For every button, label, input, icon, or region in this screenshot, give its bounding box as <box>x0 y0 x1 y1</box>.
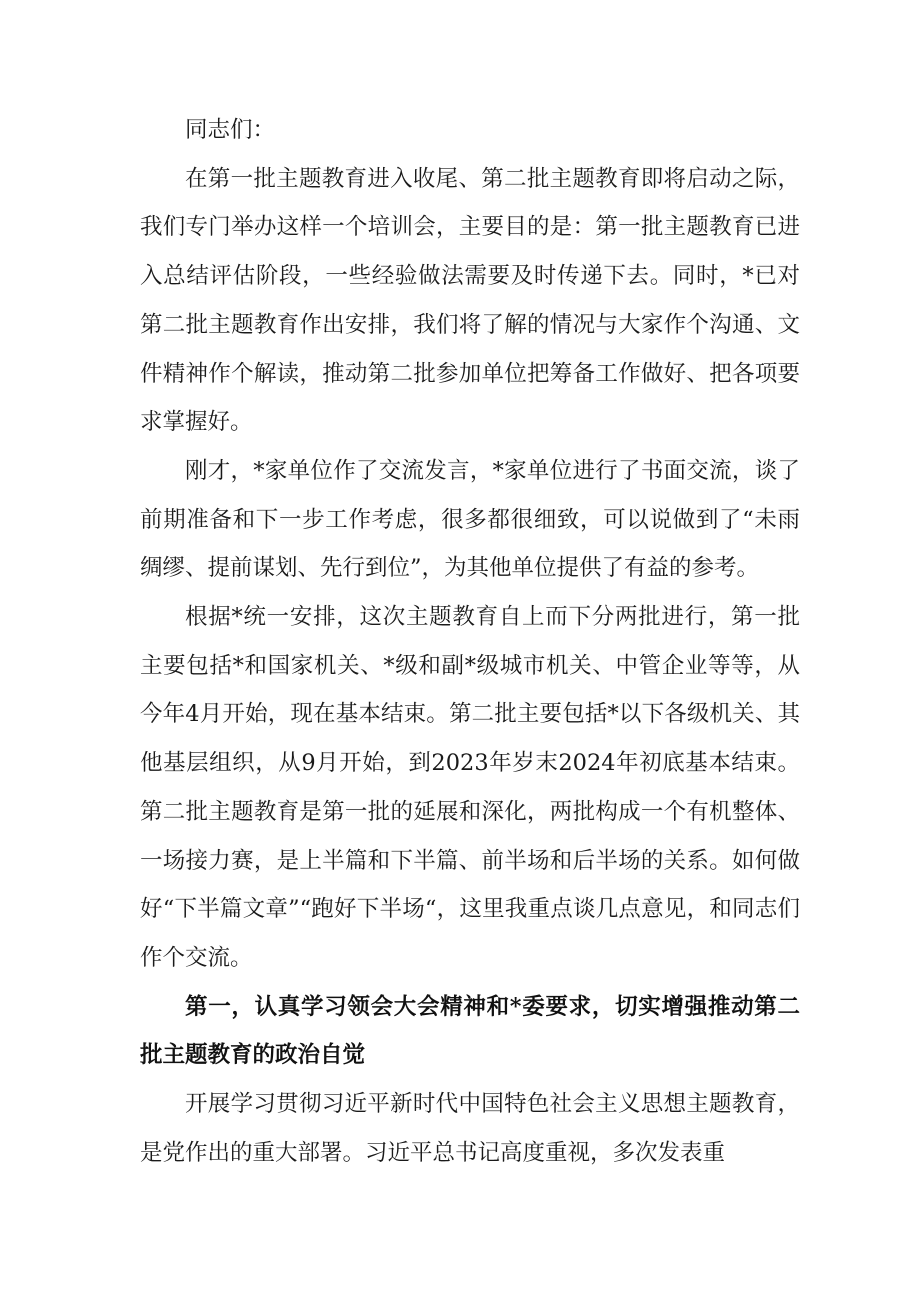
section-heading: 第一，认真学习领会大会精神和*委要求，切实增强推动第二批主题教育的政治自觉 <box>140 993 800 1069</box>
salutation: 同志们： <box>185 117 276 143</box>
paragraph-intro: 在第一批主题教育进入收尾、第二批主题教育即将启动之际，我们专门举办这样一个培训会，主要目的是：第一批主题教育已进入总结评估阶段，一些经验做法需要及时传递下去。同时，*已对第二批主题教育作出安排，我们将了解的情况与大家作个沟通、文件精神作个解读，推动第二批参加单位把筹备工作做好、把各项要求掌握好。 <box>140 165 800 436</box>
paragraph-arrangement: 根据*统一安排，这次主题教育自上而下分两批进行，第一批主要包括*和国家机关、*级和副*级城市机关、中管企业等等，从今年4月开始，现在基本结束。第二批主要包括*以下各级机关、其他基层组织，从9月开始，到2023年岁末2024年初底基本结束。第二批主题教育是第一批的延展和深化，两批构成一个有机整体、一场接力赛，是上半篇和下半篇、前半场和后半场的关系。如何做好“下半篇文章”“跑好下半场“，这里我重点谈几点意见，和同志们作个交流。 <box>140 604 800 971</box>
document-body <box>140 106 800 1177</box>
paragraph-exchange: 刚才，*家单位作了交流发言，*家单位进行了书面交流，谈了前期准备和下一步工作考虑，很多都很细致，可以说做到了“未雨绸缪、提前谋划、先行到位”，为其他单位提供了有益的参考。 <box>140 457 800 582</box>
paragraph-section-body: 开展学习贯彻习近平新时代中国特色社会主义思想主题教育，是党作出的重大部署。习近平总书记高度重视，多次发表重 <box>140 1091 800 1166</box>
